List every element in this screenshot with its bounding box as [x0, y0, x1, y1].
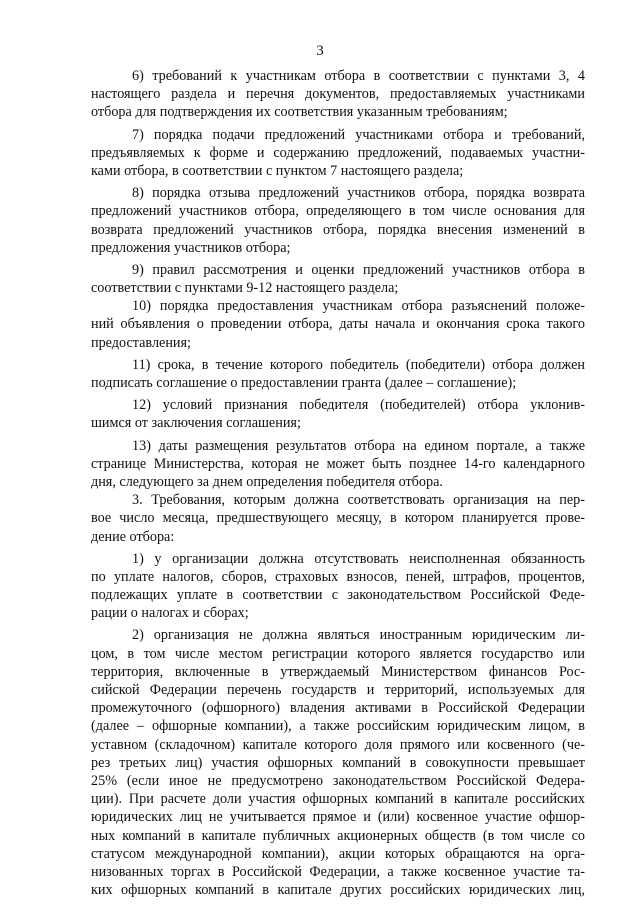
- text-line: статусом международной компании), акции которых обращаются на орга-: [91, 845, 585, 862]
- text-line: юридических лиц не учитывается прямое и (или) косвенное участие офшор-: [91, 809, 585, 826]
- text-line: вое число месяца, предшествующего месяцу, в котором планируется прове-: [91, 510, 585, 527]
- text-line: промежуточного (офшорного) владения активами в Российской Федерации: [91, 700, 585, 717]
- text-line: предложений участников отбора, определяющего в том числе основания для: [91, 203, 585, 220]
- text-line: подлежащих уплате в соответствии с законодательством Российской Феде-: [91, 587, 585, 604]
- document-body: [91, 67, 585, 899]
- text-line: 13) даты размещения результатов отбора на едином портале, а также: [132, 437, 585, 454]
- text-line: дение отбора:: [91, 528, 175, 545]
- text-line: предоставления;: [91, 334, 191, 351]
- text-line: шимся от заключения соглашения;: [91, 415, 301, 432]
- text-line: ками отбора, в соответствии с пунктом 7 настоящего раздела;: [91, 162, 464, 179]
- text-line: (далее – офшорные компании), а также российским юридическим лицом, в: [91, 718, 585, 735]
- text-line: ких офшорных компаний в капитале других российских юридических лиц,: [91, 882, 585, 899]
- text-line: 6) требований к участникам отбора в соответствии с пунктами 3, 4: [132, 68, 585, 84]
- page-number: 3: [316, 43, 324, 59]
- text-line: 11) срока, в течение которого победитель (победители) отбора должен: [132, 356, 585, 373]
- text-line: дня, следующего за днем определения победителя отбора.: [91, 473, 443, 490]
- text-line: сийской Федерации перечень государств и территорий, используемых для: [91, 682, 585, 698]
- text-line: подписать соглашение о предоставлении гранта (далее – соглашение);: [91, 375, 517, 391]
- text-line: по уплате налогов, сборов, страховых взносов, пеней, штрафов, процентов,: [91, 568, 585, 585]
- text-line: странице Министерства, которая не может быть позднее 14-го календарного: [91, 455, 585, 472]
- text-line: низованных торгах в Российской Федерации, а также косвенное участие та-: [91, 863, 585, 880]
- text-line: предложения участников отбора;: [91, 239, 291, 256]
- text-line: ний объявления о проведении отбора, даты начала и окончания срока такого: [91, 316, 585, 333]
- text-line: 2) организация не должна являться иностранным юридическим ли-: [132, 627, 585, 644]
- text-line: уставном (складочном) капитале которого доля прямого или косвенного (че-: [91, 736, 585, 753]
- text-line: ции). При расчете доли участия офшорных компаний в капитале российских: [91, 791, 585, 808]
- text-line: ных компаний в капитале публичных акционерных обществ (в том числе со: [91, 827, 585, 844]
- text-line: территория, включенные в утверждаемый Министерством финансов Рос-: [91, 663, 585, 680]
- text-line: 9) правил рассмотрения и оценки предложений участников отбора в: [132, 261, 585, 278]
- text-line: настоящего раздела и перечня документов, предоставляемых участниками: [91, 86, 585, 103]
- text-line: 25% (если иное не предусмотрено законодательством Российской Федера-: [91, 772, 585, 789]
- text-line: 3. Требования, которым должна соответствовать организация на пер-: [132, 492, 585, 509]
- text-line: соответствии с пунктами 9-12 настоящего раздела;: [91, 280, 399, 297]
- text-line: 1) у организации должна отсутствовать неисполненная обязанность: [132, 550, 585, 567]
- text-line: рации о налогах и сборах;: [91, 605, 249, 622]
- text-line: возврата предложений участников отбора, порядка внесения изменений в: [91, 221, 585, 238]
- text-line: 10) порядка предоставления участникам отбора разъяснений положе-: [132, 298, 585, 315]
- text-line: предъявляемых к форме и содержанию предложений, подаваемых участни-: [91, 144, 585, 161]
- text-line: цом, в том числе местом регистрации которого является государство или: [91, 645, 585, 662]
- text-line: отбора для подтверждения их соответствия указанным требованиям;: [91, 104, 508, 121]
- text-line: рез третьих лиц) участия офшорных компаний в совокупности превышает: [91, 754, 585, 771]
- text-line: 12) условий признания победителя (победителей) отбора уклонив-: [132, 397, 585, 414]
- text-line: 7) порядка подачи предложений участниками отбора и требований,: [132, 126, 585, 143]
- text-line: 8) порядка отзыва предложений участников отбора, порядка возврата: [132, 185, 585, 202]
